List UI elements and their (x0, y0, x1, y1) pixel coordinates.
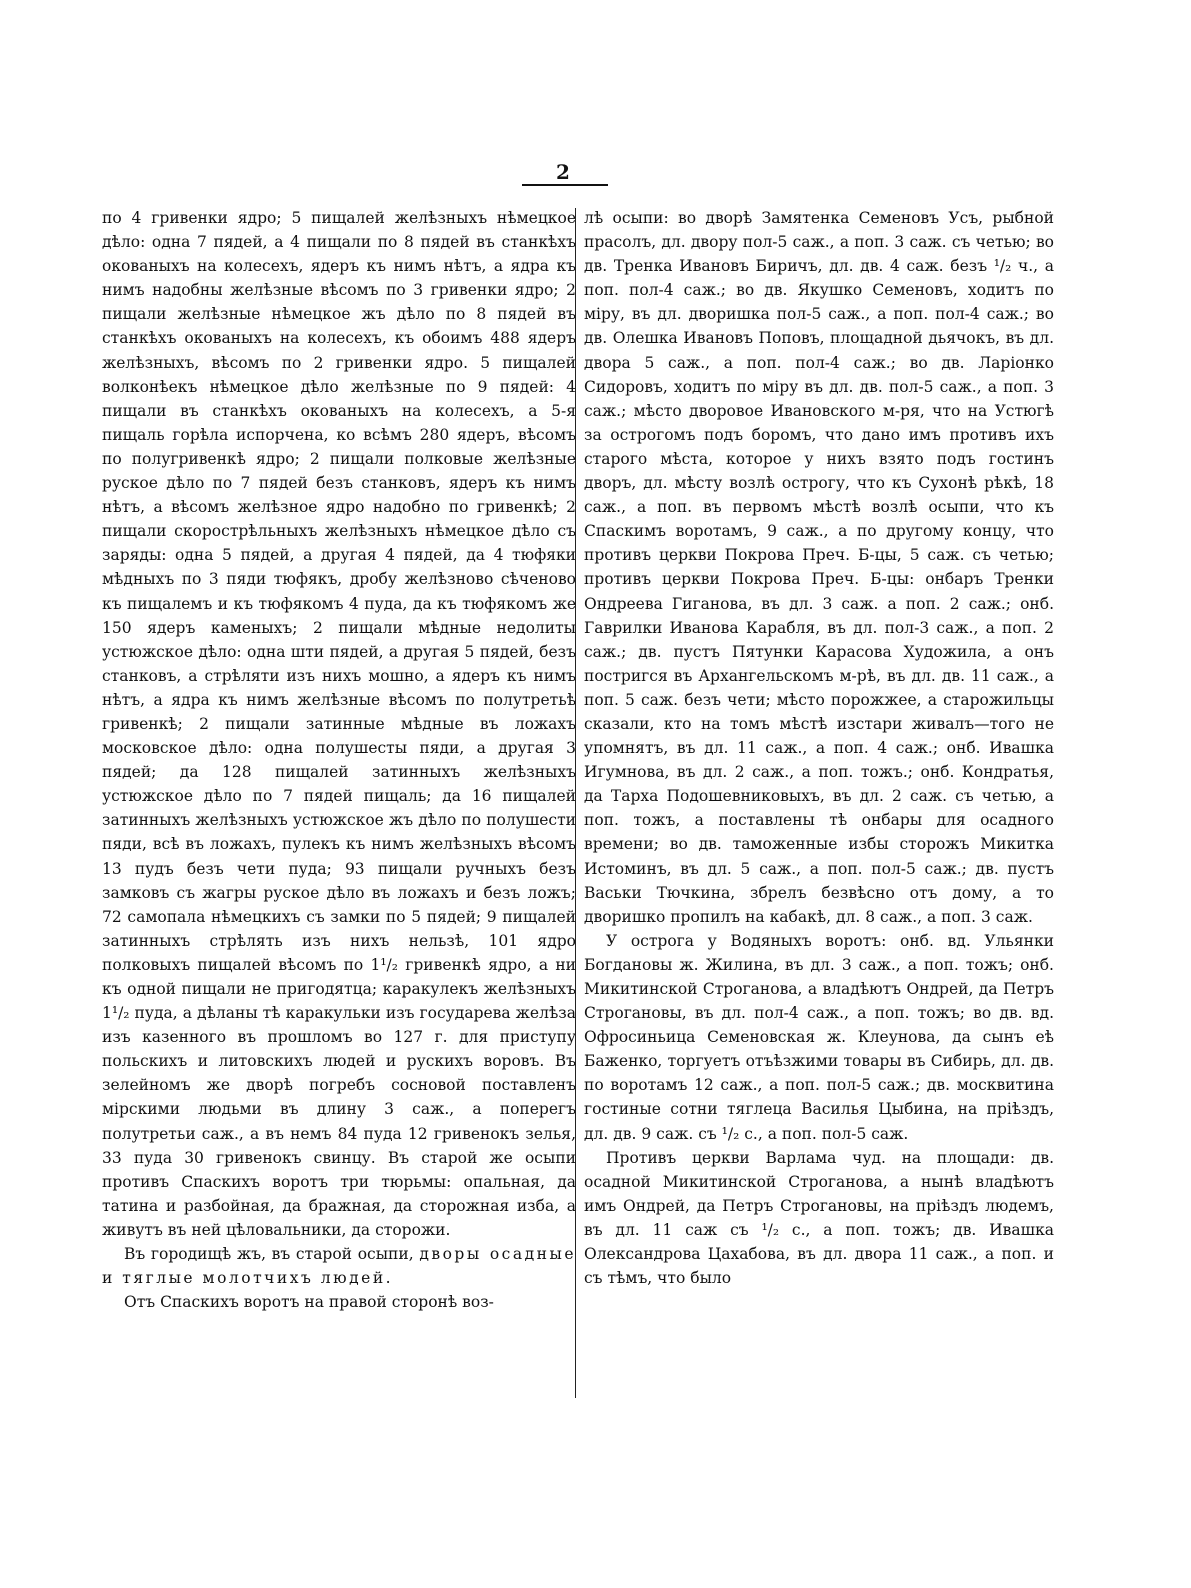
left-paragraph-1: по 4 гривенки ядро; 5 пищалей желѣзныхъ нѣмецкое дѣло: одна 7 пядей, а 4 пищали по 8 пядей въ станкѣхъ окованыхъ на колесехъ, ядеръ къ нимъ нѣтъ, а ядра къ нимъ надобны желѣзные вѣсомъ по 3 гривенки ядро; 2 пищали желѣзные нѣмецкое жъ дѣло по 8 пядей въ станкѣхъ окованыхъ на колесехъ, къ обоимъ 488 ядеръ желѣзныхъ, вѣсомъ по 2 гривенки ядро. 5 пищалей волконѣекъ нѣмецкое дѣло желѣзные по 9 пядей: 4 пищали въ станкѣхъ окованыхъ на колесехъ, а 5-я пищаль горѣла испорчена, ко всѣмъ 280 ядеръ, вѣсомъ по полугривенкѣ ядро; 2 пищали полковые желѣзные руское дѣло по 7 пядей безъ станковъ, ядеръ къ нимъ нѣтъ, а вѣсомъ желѣзное ядро надобно по гривенкѣ; 2 пищали скорострѣльныхъ желѣзныхъ нѣмецкое дѣло съ заряды: одна 5 пядей, а другая 4 пядей, да 4 тюфяки мѣдныхъ по 3 пяди тюфякъ, дробу желѣзново сѣченово къ пищалемъ и къ тюфякомъ 4 пуда, да къ тюфякомъ же 150 ядеръ каменыхъ; 2 пищали мѣдные недолиты устюжское дѣло: одна шти пядей, а другая 5 пядей, безъ станковъ, а стрѣляти изъ нихъ мошно, а ядеръ къ нимъ нѣтъ, а ядра къ нимъ желѣзные вѣсомъ по полутретьѣ гривенкѣ; 2 пищали затинные мѣдные въ ложахъ московское дѣло: одна полушесты пяди, а другая 3 пядей; да 128 пищалей затинныхъ желѣзныхъ устюжское дѣло по 7 пядей пищаль; да 16 пищалей затинныхъ желѣзныхъ устюжское жъ дѣло по полушести пяди, всѣ въ ложахъ, пулекъ къ нимъ желѣзныхъ вѣсомъ 13 пудъ безъ чети пуда; 93 пищали ручныхъ безъ замковъ съ жагры руское дѣло въ ложахъ и безъ ложъ; 72 самопала нѣмецкихъ съ замки по 5 пядей; 9 пищалей затинныхъ стрѣлять изъ нихъ нельзѣ, 101 ядро полковыхъ пищалей вѣсомъ по 1¹/₂ гривенкѣ ядро, а ни къ одной пищали не пригодятца; каракулекъ желѣзныхъ 1¹/₂ пуда, а дѣланы тѣ каракульки изъ государева желѣза изъ казенного въ прошломъ во 127 г. для приступу польскихъ и литовскихъ людей и рускихъ воровъ. Въ зелейномъ же дворѣ погребъ сосновой поставленъ мірскими людьми въ длину 3 саж., а поперегъ полутретьи саж., а въ немъ 84 пуда 12 гривенокъ зелья, 33 пуда 30 гривенокъ свинцу. Въ старой же осыпи противъ Спаскихъ воротъ три тюрьмы: опальная, да татина и разбойная, да бражная, да сторожная изба, а живутъ въ ней цѣловальники, да сторожи. (102, 209, 576, 1239)
page-number: 2 (556, 160, 570, 184)
right-paragraph-3: Противъ церкви Варлама чуд. на площади: дв. осадной Микитинской Строганова, а нынѣ владѣютъ имъ Ондрей, да Петръ Строгановы, на пріѣздъ людемъ, въ дл. 11 саж съ ¹/₂ с., а поп. тожъ; дв. Ивашка Олександрова Цахабова, въ дл. двора 11 саж., а поп. и съ тѣмъ, что было (584, 1148, 1054, 1288)
column-divider (575, 208, 576, 1398)
left-paragraph-2-spaced: дворы осадные и тяглые молотчихъ людей. (102, 1245, 576, 1288)
left-column (102, 206, 576, 1314)
left-paragraph-2 (102, 1242, 576, 1290)
right-paragraph-2: У острога у Водяныхъ воротъ: онб. вд. Ульянки Богдановы ж. Жилина, въ дл. 3 саж., а поп. тожъ; онб. Микитинской Строганова, а владѣютъ Ондрей, да Петръ Строгановы, въ дл. пол-4 саж., а поп. тожъ; во дв. вд. Офросиньица Семеновская ж. Клеунова, да сынъ еѣ Баженко, торгуетъ отъѣзжими товары въ Сибирь, дл. дв. по воротамъ 12 саж., а поп. пол-5 саж.; дв. москвитина гостиные сотни тяглеца Василья Цыбина, на пріѣздъ, дл. дв. 9 саж. съ ¹/₂ с., а поп. пол-5 саж. (584, 931, 1054, 1143)
left-paragraph-2-lead: Въ городищѣ жъ, въ старой осыпи, (124, 1245, 420, 1264)
page-number-rule (522, 184, 608, 186)
right-paragraph-1: лѣ осыпи: во дворѣ Замятенка Семеновъ Усъ, рыбной прасолъ, дл. двору пол-5 саж., а поп. 3 саж. съ четью; во дв. Тренка Ивановъ Биричъ, дл. дв. 4 саж. безъ ¹/₂ ч., а поп. пол-4 саж.; во дв. Якушко Семеновъ, ходитъ по міру, въ дл. дворишка пол-5 саж., а поп. пол-4 саж.; во дв. Олешка Ивановъ Поповъ, площадной дьячокъ, въ дл. двора 5 саж., а поп. пол-4 саж.; во дв. Ларіонко Сидоровъ, ходитъ по міру въ дл. дв. пол-5 саж., а поп. 3 саж.; мѣсто дворовое Ивановского м-ря, что на Устюгѣ за острогомъ подъ боромъ, что дано имъ противъ ихъ старого мѣста, которое у нихъ взято подъ гостинъ дворъ, дл. мѣсту возлѣ острогу, что къ Сухонѣ рѣкѣ, 18 саж., а поп. въ первомъ мѣстѣ возлѣ осыпи, что къ Спаскимъ воротамъ, 9 саж., а по другому концу, что противъ церкви Покрова Преч. Б-цы, 5 саж. съ четью; противъ церкви Покрова Преч. Б-цы: онбаръ Тренки Ондреева Гиганова, въ дл. 3 саж. а поп. 2 саж.; онб. Гаврилки Иванова Карабля, въ дл. пол-3 саж., а поп. 2 саж.; дв. пустъ Пятунки Карасова Художила, а онъ постригся въ Архангельскомъ м-рѣ, въ дл. дв. 11 саж., а поп. 5 саж. безъ чети; мѣсто порожжее, а старожильцы сказали, кто на томъ мѣстѣ изстари живалъ—того не упомнятъ, въ дл. 11 саж., а поп. 4 саж.; онб. Ивашка Игумнова, въ дл. 2 саж., а поп. тожъ.; онб. Кондратья, да Тарха Подошевниковыхъ, въ дл. 2 саж. съ четью, а поп. тожъ, а поставлены тѣ онбары для осадного времени; во дв. таможенные избы сторожъ Микитка Истоминъ, въ дл. 5 саж., а поп. пол-5 саж.; дв. пустъ Васьки Тючкина, збрелъ безвѣсно отъ дому, а то дворишко пропилъ на кабакѣ, дл. 8 саж., а поп. 3 саж. (584, 209, 1054, 926)
right-column (584, 206, 1054, 1290)
left-paragraph-3: Отъ Спаскихъ воротъ на правой сторонѣ воз- (124, 1293, 494, 1312)
